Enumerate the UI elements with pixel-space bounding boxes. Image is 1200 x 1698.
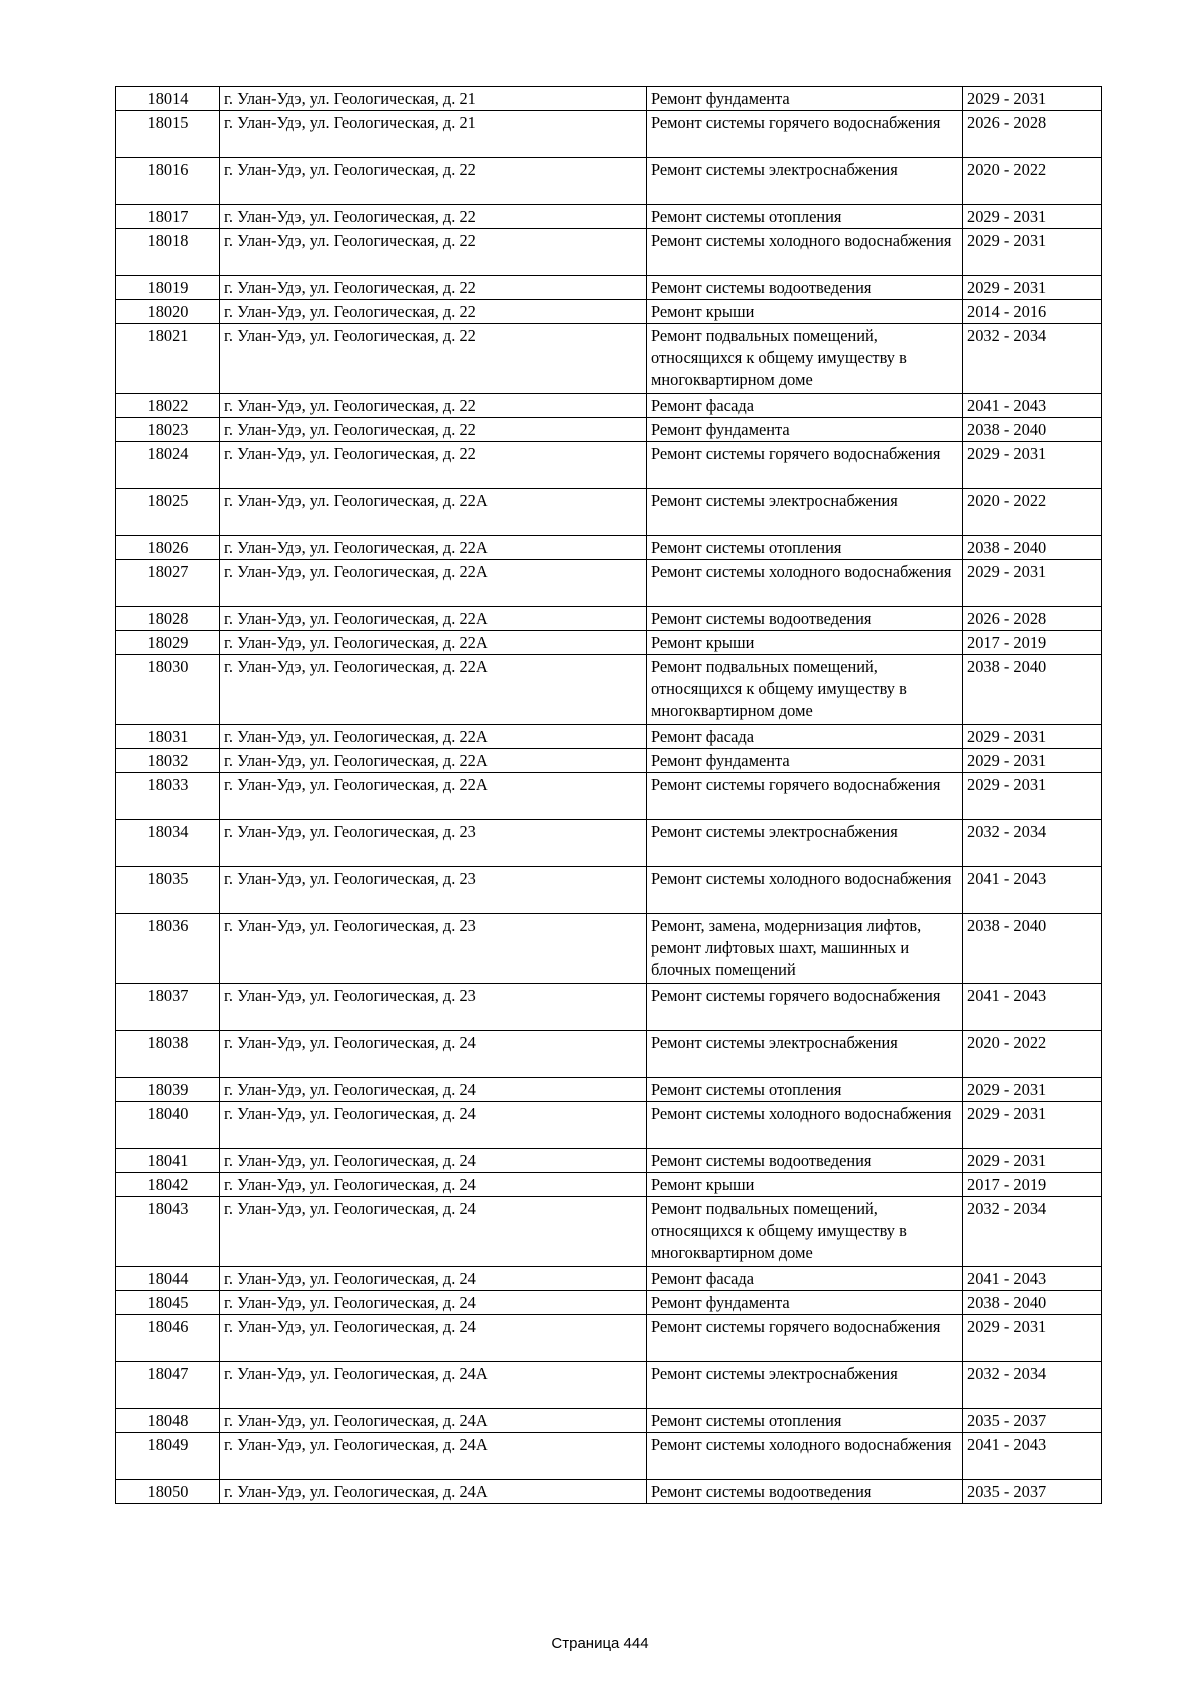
row-period-cell: 2038 - 2040 <box>963 418 1102 442</box>
row-address-cell: г. Улан-Удэ, ул. Геологическая, д. 24А <box>220 1362 647 1409</box>
row-id-cell: 18035 <box>116 867 220 914</box>
repair-schedule-table <box>115 86 1102 1504</box>
table-row <box>116 276 1102 300</box>
row-period-cell: 2029 - 2031 <box>963 1102 1102 1149</box>
row-address-cell: г. Улан-Удэ, ул. Геологическая, д. 22А <box>220 749 647 773</box>
row-work-cell: Ремонт подвальных помещений, относящихся к общему имуществу в многоквартирном доме <box>647 655 963 725</box>
table-row <box>116 1315 1102 1362</box>
row-period-cell: 2029 - 2031 <box>963 773 1102 820</box>
row-id-cell: 18045 <box>116 1291 220 1315</box>
table-row <box>116 1433 1102 1480</box>
row-work-cell: Ремонт системы водоотведения <box>647 276 963 300</box>
row-id-cell: 18030 <box>116 655 220 725</box>
row-period-cell: 2032 - 2034 <box>963 1197 1102 1267</box>
row-period-cell: 2020 - 2022 <box>963 158 1102 205</box>
row-address-cell: г. Улан-Удэ, ул. Геологическая, д. 24А <box>220 1433 647 1480</box>
row-work-cell: Ремонт системы электроснабжения <box>647 489 963 536</box>
table-row <box>116 749 1102 773</box>
table-row <box>116 442 1102 489</box>
row-period-cell: 2041 - 2043 <box>963 984 1102 1031</box>
row-period-cell: 2029 - 2031 <box>963 205 1102 229</box>
row-id-cell: 18047 <box>116 1362 220 1409</box>
table-row <box>116 158 1102 205</box>
row-work-cell: Ремонт системы горячего водоснабжения <box>647 984 963 1031</box>
row-address-cell: г. Улан-Удэ, ул. Геологическая, д. 22А <box>220 607 647 631</box>
row-period-cell: 2029 - 2031 <box>963 1315 1102 1362</box>
row-work-cell: Ремонт крыши <box>647 300 963 324</box>
row-period-cell: 2041 - 2043 <box>963 867 1102 914</box>
table-row <box>116 324 1102 394</box>
row-address-cell: г. Улан-Удэ, ул. Геологическая, д. 23 <box>220 914 647 984</box>
row-address-cell: г. Улан-Удэ, ул. Геологическая, д. 22 <box>220 205 647 229</box>
row-work-cell: Ремонт системы электроснабжения <box>647 158 963 205</box>
row-id-cell: 18043 <box>116 1197 220 1267</box>
row-work-cell: Ремонт системы водоотведения <box>647 1149 963 1173</box>
row-address-cell: г. Улан-Удэ, ул. Геологическая, д. 22А <box>220 536 647 560</box>
row-address-cell: г. Улан-Удэ, ул. Геологическая, д. 24 <box>220 1078 647 1102</box>
row-period-cell: 2041 - 2043 <box>963 394 1102 418</box>
row-address-cell: г. Улан-Удэ, ул. Геологическая, д. 22А <box>220 725 647 749</box>
row-period-cell: 2035 - 2037 <box>963 1409 1102 1433</box>
row-address-cell: г. Улан-Удэ, ул. Геологическая, д. 22 <box>220 300 647 324</box>
row-address-cell: г. Улан-Удэ, ул. Геологическая, д. 22А <box>220 489 647 536</box>
table-row <box>116 394 1102 418</box>
row-work-cell: Ремонт системы горячего водоснабжения <box>647 773 963 820</box>
row-work-cell: Ремонт фасада <box>647 1267 963 1291</box>
row-work-cell: Ремонт фундамента <box>647 418 963 442</box>
row-period-cell: 2035 - 2037 <box>963 1480 1102 1504</box>
row-work-cell: Ремонт фундамента <box>647 1291 963 1315</box>
row-id-cell: 18026 <box>116 536 220 560</box>
row-work-cell: Ремонт системы холодного водоснабжения <box>647 867 963 914</box>
table-row <box>116 1267 1102 1291</box>
row-address-cell: г. Улан-Удэ, ул. Геологическая, д. 22 <box>220 418 647 442</box>
table-row <box>116 1149 1102 1173</box>
row-work-cell: Ремонт системы холодного водоснабжения <box>647 560 963 607</box>
table-row <box>116 607 1102 631</box>
row-id-cell: 18040 <box>116 1102 220 1149</box>
row-period-cell: 2029 - 2031 <box>963 725 1102 749</box>
row-period-cell: 2032 - 2034 <box>963 820 1102 867</box>
row-address-cell: г. Улан-Удэ, ул. Геологическая, д. 22 <box>220 229 647 276</box>
row-address-cell: г. Улан-Удэ, ул. Геологическая, д. 24А <box>220 1480 647 1504</box>
row-id-cell: 18046 <box>116 1315 220 1362</box>
row-work-cell: Ремонт фасада <box>647 725 963 749</box>
row-address-cell: г. Улан-Удэ, ул. Геологическая, д. 21 <box>220 87 647 111</box>
table-row <box>116 1197 1102 1267</box>
row-work-cell: Ремонт системы электроснабжения <box>647 1362 963 1409</box>
row-id-cell: 18020 <box>116 300 220 324</box>
row-id-cell: 18031 <box>116 725 220 749</box>
row-id-cell: 18024 <box>116 442 220 489</box>
row-id-cell: 18032 <box>116 749 220 773</box>
row-address-cell: г. Улан-Удэ, ул. Геологическая, д. 22А <box>220 560 647 607</box>
row-work-cell: Ремонт системы отопления <box>647 536 963 560</box>
row-work-cell: Ремонт системы отопления <box>647 1078 963 1102</box>
row-work-cell: Ремонт системы электроснабжения <box>647 820 963 867</box>
table-row <box>116 914 1102 984</box>
row-period-cell: 2032 - 2034 <box>963 324 1102 394</box>
row-period-cell: 2029 - 2031 <box>963 560 1102 607</box>
row-id-cell: 18041 <box>116 1149 220 1173</box>
table-row <box>116 300 1102 324</box>
row-work-cell: Ремонт подвальных помещений, относящихся к общему имуществу в многоквартирном доме <box>647 324 963 394</box>
row-period-cell: 2029 - 2031 <box>963 87 1102 111</box>
table-row <box>116 205 1102 229</box>
table-row <box>116 1102 1102 1149</box>
row-work-cell: Ремонт системы водоотведения <box>647 1480 963 1504</box>
table-row <box>116 773 1102 820</box>
table-row <box>116 1362 1102 1409</box>
table-row <box>116 725 1102 749</box>
row-address-cell: г. Улан-Удэ, ул. Геологическая, д. 22А <box>220 631 647 655</box>
row-work-cell: Ремонт системы электроснабжения <box>647 1031 963 1078</box>
row-id-cell: 18038 <box>116 1031 220 1078</box>
row-id-cell: 18025 <box>116 489 220 536</box>
row-period-cell: 2020 - 2022 <box>963 489 1102 536</box>
row-id-cell: 18023 <box>116 418 220 442</box>
row-id-cell: 18039 <box>116 1078 220 1102</box>
row-work-cell: Ремонт системы горячего водоснабжения <box>647 442 963 489</box>
row-address-cell: г. Улан-Удэ, ул. Геологическая, д. 22А <box>220 655 647 725</box>
row-period-cell: 2017 - 2019 <box>963 631 1102 655</box>
row-address-cell: г. Улан-Удэ, ул. Геологическая, д. 24 <box>220 1315 647 1362</box>
row-id-cell: 18018 <box>116 229 220 276</box>
row-id-cell: 18028 <box>116 607 220 631</box>
row-work-cell: Ремонт системы холодного водоснабжения <box>647 1433 963 1480</box>
row-address-cell: г. Улан-Удэ, ул. Геологическая, д. 22 <box>220 394 647 418</box>
table-row <box>116 631 1102 655</box>
row-work-cell: Ремонт системы холодного водоснабжения <box>647 1102 963 1149</box>
row-id-cell: 18044 <box>116 1267 220 1291</box>
row-id-cell: 18048 <box>116 1409 220 1433</box>
row-address-cell: г. Улан-Удэ, ул. Геологическая, д. 24 <box>220 1173 647 1197</box>
row-period-cell: 2029 - 2031 <box>963 749 1102 773</box>
row-period-cell: 2020 - 2022 <box>963 1031 1102 1078</box>
repair-schedule-body <box>116 87 1102 1504</box>
table-row <box>116 820 1102 867</box>
row-period-cell: 2038 - 2040 <box>963 1291 1102 1315</box>
row-work-cell: Ремонт фундамента <box>647 87 963 111</box>
row-address-cell: г. Улан-Удэ, ул. Геологическая, д. 23 <box>220 867 647 914</box>
table-row <box>116 1173 1102 1197</box>
row-address-cell: г. Улан-Удэ, ул. Геологическая, д. 23 <box>220 984 647 1031</box>
row-work-cell: Ремонт системы водоотведения <box>647 607 963 631</box>
row-address-cell: г. Улан-Удэ, ул. Геологическая, д. 23 <box>220 820 647 867</box>
row-id-cell: 18022 <box>116 394 220 418</box>
row-period-cell: 2041 - 2043 <box>963 1433 1102 1480</box>
row-period-cell: 2038 - 2040 <box>963 536 1102 560</box>
row-address-cell: г. Улан-Удэ, ул. Геологическая, д. 21 <box>220 111 647 158</box>
row-work-cell: Ремонт системы отопления <box>647 1409 963 1433</box>
table-row <box>116 984 1102 1031</box>
row-id-cell: 18019 <box>116 276 220 300</box>
table-row <box>116 229 1102 276</box>
row-id-cell: 18033 <box>116 773 220 820</box>
table-row <box>116 560 1102 607</box>
table-row <box>116 1480 1102 1504</box>
table-row <box>116 1291 1102 1315</box>
row-period-cell: 2029 - 2031 <box>963 442 1102 489</box>
row-work-cell: Ремонт системы холодного водоснабжения <box>647 229 963 276</box>
table-row <box>116 536 1102 560</box>
table-row <box>116 87 1102 111</box>
row-work-cell: Ремонт системы горячего водоснабжения <box>647 111 963 158</box>
row-id-cell: 18015 <box>116 111 220 158</box>
row-period-cell: 2017 - 2019 <box>963 1173 1102 1197</box>
row-address-cell: г. Улан-Удэ, ул. Геологическая, д. 22 <box>220 158 647 205</box>
row-work-cell: Ремонт системы отопления <box>647 205 963 229</box>
row-work-cell: Ремонт крыши <box>647 631 963 655</box>
table-row <box>116 867 1102 914</box>
row-id-cell: 18037 <box>116 984 220 1031</box>
row-work-cell: Ремонт фундамента <box>647 749 963 773</box>
table-row <box>116 1031 1102 1078</box>
row-period-cell: 2041 - 2043 <box>963 1267 1102 1291</box>
row-address-cell: г. Улан-Удэ, ул. Геологическая, д. 24 <box>220 1031 647 1078</box>
row-id-cell: 18050 <box>116 1480 220 1504</box>
row-period-cell: 2029 - 2031 <box>963 1149 1102 1173</box>
row-address-cell: г. Улан-Удэ, ул. Геологическая, д. 24 <box>220 1149 647 1173</box>
row-period-cell: 2029 - 2031 <box>963 1078 1102 1102</box>
row-period-cell: 2029 - 2031 <box>963 229 1102 276</box>
row-period-cell: 2038 - 2040 <box>963 914 1102 984</box>
row-address-cell: г. Улан-Удэ, ул. Геологическая, д. 24А <box>220 1409 647 1433</box>
row-address-cell: г. Улан-Удэ, ул. Геологическая, д. 24 <box>220 1197 647 1267</box>
row-period-cell: 2026 - 2028 <box>963 111 1102 158</box>
table-row <box>116 111 1102 158</box>
row-id-cell: 18017 <box>116 205 220 229</box>
row-id-cell: 18034 <box>116 820 220 867</box>
row-period-cell: 2032 - 2034 <box>963 1362 1102 1409</box>
row-address-cell: г. Улан-Удэ, ул. Геологическая, д. 22 <box>220 276 647 300</box>
row-work-cell: Ремонт системы горячего водоснабжения <box>647 1315 963 1362</box>
row-id-cell: 18027 <box>116 560 220 607</box>
row-period-cell: 2026 - 2028 <box>963 607 1102 631</box>
row-address-cell: г. Улан-Удэ, ул. Геологическая, д. 22 <box>220 324 647 394</box>
table-row <box>116 1078 1102 1102</box>
row-work-cell: Ремонт, замена, модернизация лифтов, ремонт лифтовых шахт, машинных и блочных помещений <box>647 914 963 984</box>
table-row <box>116 655 1102 725</box>
table-row <box>116 489 1102 536</box>
page-number: Страница 444 <box>551 1635 649 1652</box>
row-address-cell: г. Улан-Удэ, ул. Геологическая, д. 24 <box>220 1102 647 1149</box>
row-address-cell: г. Улан-Удэ, ул. Геологическая, д. 24 <box>220 1267 647 1291</box>
row-address-cell: г. Улан-Удэ, ул. Геологическая, д. 24 <box>220 1291 647 1315</box>
table-row <box>116 1409 1102 1433</box>
row-id-cell: 18021 <box>116 324 220 394</box>
row-period-cell: 2014 - 2016 <box>963 300 1102 324</box>
row-work-cell: Ремонт крыши <box>647 1173 963 1197</box>
row-period-cell: 2038 - 2040 <box>963 655 1102 725</box>
row-address-cell: г. Улан-Удэ, ул. Геологическая, д. 22 <box>220 442 647 489</box>
row-id-cell: 18042 <box>116 1173 220 1197</box>
row-work-cell: Ремонт подвальных помещений, относящихся к общему имуществу в многоквартирном доме <box>647 1197 963 1267</box>
row-work-cell: Ремонт фасада <box>647 394 963 418</box>
row-id-cell: 18036 <box>116 914 220 984</box>
row-id-cell: 18049 <box>116 1433 220 1480</box>
row-id-cell: 18016 <box>116 158 220 205</box>
row-id-cell: 18014 <box>116 87 220 111</box>
row-address-cell: г. Улан-Удэ, ул. Геологическая, д. 22А <box>220 773 647 820</box>
row-id-cell: 18029 <box>116 631 220 655</box>
row-period-cell: 2029 - 2031 <box>963 276 1102 300</box>
table-row <box>116 418 1102 442</box>
